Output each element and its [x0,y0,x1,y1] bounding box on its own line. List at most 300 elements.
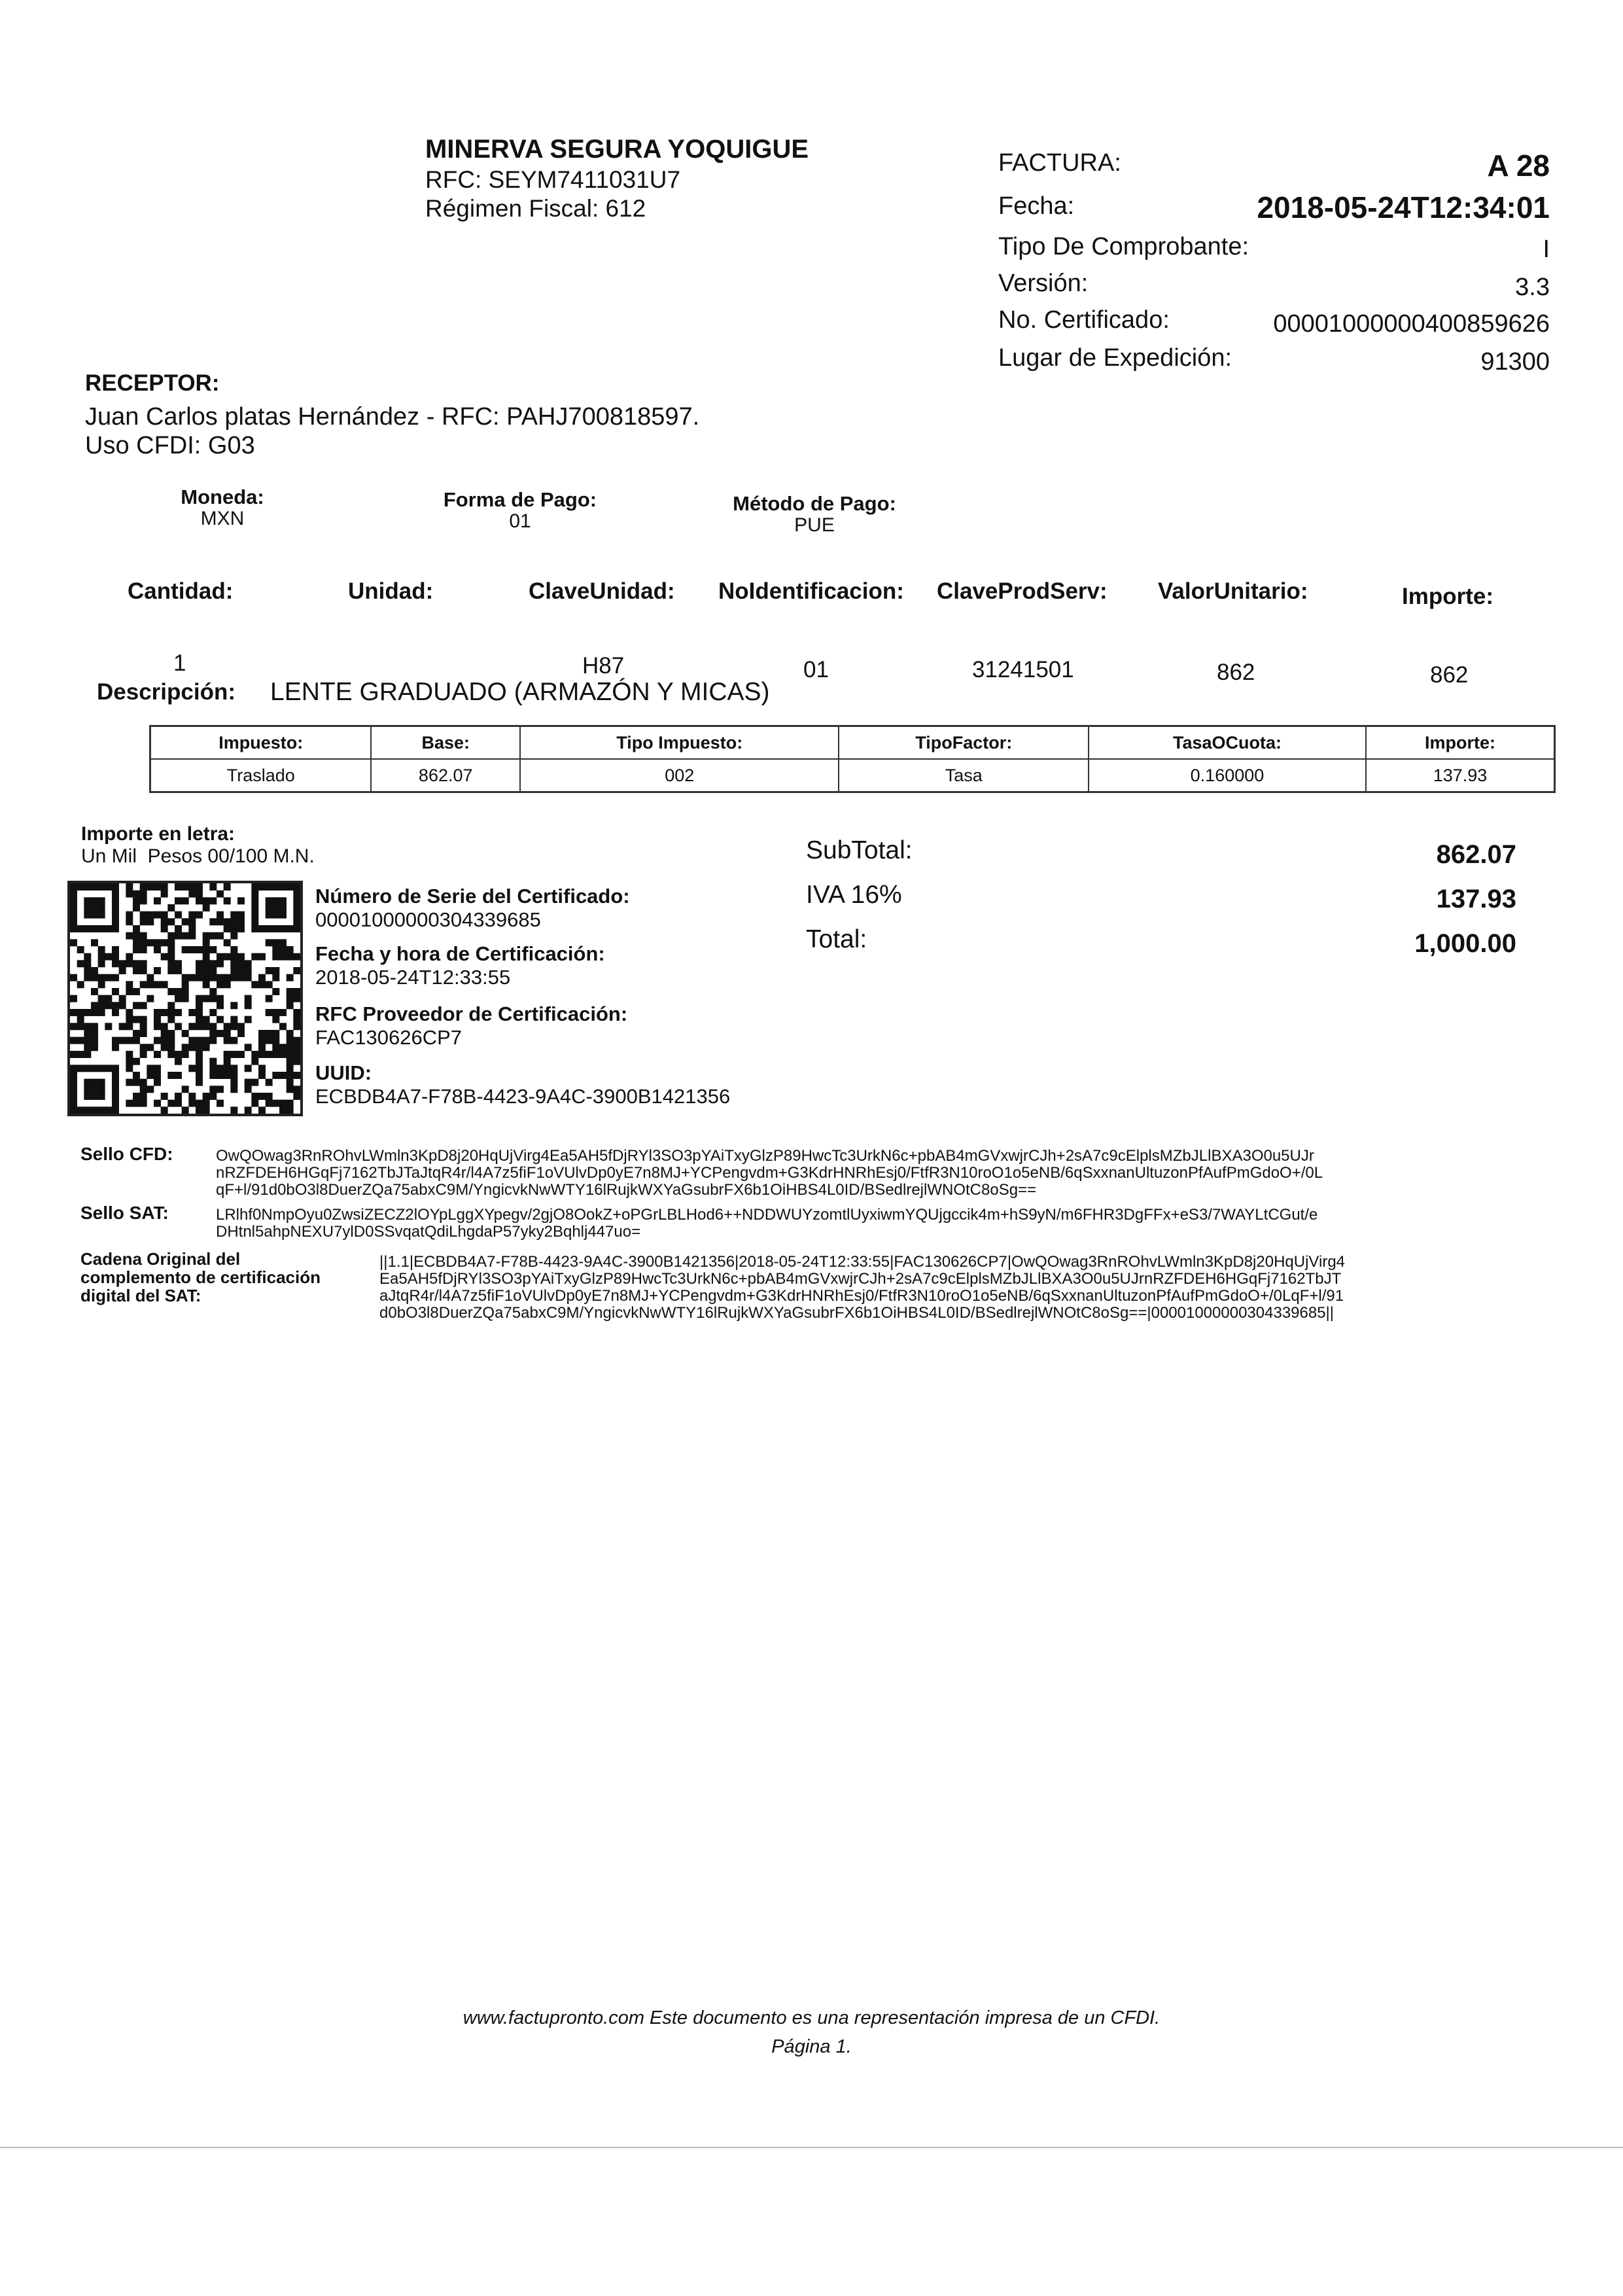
qr-module [224,939,231,946]
qr-module [272,967,279,974]
qr-module [258,974,266,981]
qr-module [133,932,140,940]
qr-module [133,1058,140,1065]
qr-module [140,1023,147,1030]
qr-module [175,995,182,1002]
qr-module [272,883,279,891]
qr-module [258,1030,266,1037]
qr-module [112,1009,119,1016]
qr-module [91,1093,98,1100]
header-valor-unitario: ValorUnitario: [1158,578,1308,604]
qr-module [119,967,126,974]
sello-cfd-line: OwQOwag3RnROhvLWmln3KpD8j20HqUjVirg4Ea5AH5fDjRYl3SO3pYAiTxyGlzP89HwcTc3UrkN6c+pbAB4mGVxwjrCJh+2sA7c9cElplsMZbJLlBXA3O0u5UJr [216,1147,1314,1165]
qr-module [84,1079,91,1086]
qr-module [188,1044,196,1051]
qr-module [272,988,279,995]
qr-module [91,897,98,904]
qr-module [217,1086,224,1093]
qr-module [209,988,217,995]
qr-module [230,1086,237,1093]
no-certificado-label: No. Certificado: [998,306,1170,334]
issuer-regimen: Régimen Fiscal: 612 [425,195,646,222]
qr-module [237,1030,245,1037]
qr-module [126,953,133,961]
qr-module [175,1051,182,1058]
qr-module [203,1106,210,1114]
cadena-label-line: Cadena Original del [80,1249,241,1269]
qr-module [266,967,273,974]
qr-module [147,1086,154,1093]
qr-module [287,925,294,932]
sello-sat-label: Sello SAT: [80,1203,169,1223]
cadena-label-line: complemento de certificación [80,1267,321,1287]
qr-module [175,988,182,995]
qr-module [70,1009,77,1016]
qr-module [188,918,196,925]
qr-module [287,995,294,1002]
qr-module [266,939,273,946]
qr-module [161,918,168,925]
qr-module [251,904,258,911]
qr-module [140,1030,147,1037]
qr-module [154,1023,161,1030]
qr-module [203,953,210,961]
qr-module [126,1051,133,1058]
qr-module [147,918,154,925]
qr-module [133,1100,140,1107]
qr-module [272,1100,279,1107]
qr-module [84,974,91,981]
tax-header-tipo-factor: TipoFactor: [839,726,1089,760]
forma-pago-label: Forma de Pago: [443,488,597,511]
qr-module [91,974,98,981]
qr-module [230,918,237,925]
moneda-label: Moneda: [181,486,264,508]
qr-module [209,897,217,904]
tax-table [149,725,1556,793]
qr-module [167,1002,175,1009]
qr-module [217,1072,224,1079]
qr-module [140,911,147,919]
qr-module [230,1051,237,1058]
qr-module [196,1065,203,1072]
qr-module [251,1051,258,1058]
qr-module [70,904,77,911]
qr-module [209,995,217,1002]
qr-module [293,995,300,1002]
qr-module [91,1030,98,1037]
qr-module [140,1016,147,1023]
qr-module [196,891,203,898]
qr-module [245,960,252,967]
qr-module [140,1044,147,1051]
qr-module [209,883,217,891]
qr-module [224,1065,231,1072]
qr-module [188,1100,196,1107]
qr-module [224,897,231,904]
qr-module [161,1009,168,1016]
qr-module [167,1044,175,1051]
qr-module [279,1023,287,1030]
qr-module [70,925,77,932]
sello-sat-line: DHtnl5ahpNEXU7ylD0SSvqatQdiLhgdaP57yky2Bqhlj447uo= [216,1223,641,1241]
qr-module [272,1072,279,1079]
qr-module [140,1086,147,1093]
qr-module [161,953,168,961]
qr-module [98,897,105,904]
qr-module [188,911,196,919]
qr-module [140,960,147,967]
qr-module [258,925,266,932]
qr-module [126,981,133,988]
qr-module [70,1023,77,1030]
qr-module [133,897,140,904]
qr-module [105,974,112,981]
qr-module [293,1009,300,1016]
iva-value: 137.93 [1436,885,1516,913]
tax-header-importe: Importe: [1366,726,1555,760]
qr-module [147,995,154,1002]
qr-module [167,1051,175,1058]
cadena-original-value [379,1254,1557,1322]
qr-module [91,904,98,911]
qr-module [84,1093,91,1100]
qr-module [154,981,161,988]
qr-module [230,1106,237,1114]
qr-module [133,1079,140,1086]
qr-module [175,1072,182,1079]
qr-module [209,1072,217,1079]
fecha-label: Fecha: [998,192,1075,220]
qr-module [105,925,112,932]
qr-module [154,946,161,953]
qr-module [287,1002,294,1009]
qr-module [258,883,266,891]
qr-module [98,1093,105,1100]
qr-module [140,891,147,898]
tax-header-tasa-cuota: TasaOCuota: [1089,726,1366,760]
qr-module [196,1100,203,1107]
qr-module [147,939,154,946]
qr-module [182,1044,189,1051]
qr-module [77,1051,84,1058]
qr-module [196,1002,203,1009]
tax-table-header [150,726,1555,760]
footer-page-number: Página 1. [771,2036,852,2057]
qr-module [147,1072,154,1079]
qr-module [287,1086,294,1093]
qr-module [272,953,279,961]
qr-module [91,939,98,946]
tax-header-tipo-impuesto: Tipo Impuesto: [520,726,839,760]
qr-module [84,953,91,961]
qr-module [98,974,105,981]
qr-module [203,1093,210,1100]
qr-module [98,1106,105,1114]
qr-module [77,981,84,988]
qr-module [209,960,217,967]
qr-module [133,891,140,898]
qr-module [272,946,279,953]
qr-module [209,967,217,974]
qr-module [161,1030,168,1037]
qr-module [91,911,98,919]
iva-label: IVA 16% [806,881,902,909]
qr-module [230,960,237,967]
qr-module [287,1100,294,1107]
qr-module [77,1065,84,1072]
qr-module [91,1009,98,1016]
qr-module [230,1072,237,1079]
qr-module [77,1009,84,1016]
qr-module [293,891,300,898]
qr-module [77,946,84,953]
qr-module [84,904,91,911]
qr-module [237,1051,245,1058]
qr-module [70,1079,77,1086]
qr-module [258,981,266,988]
qr-module [203,1016,210,1023]
qr-module [279,911,287,919]
qr-module [105,953,112,961]
qr-module [196,1023,203,1030]
fecha-value: 2018-05-24T12:34:01 [1257,190,1550,224]
qr-module [161,883,168,891]
qr-module [182,946,189,953]
tax-header-impuesto: Impuesto: [150,726,372,760]
qr-module [279,953,287,961]
sello-cfd-label: Sello CFD: [80,1144,173,1164]
qr-module [293,953,300,961]
qr-module [279,1009,287,1016]
qr-module [266,1051,273,1058]
qr-module [224,981,231,988]
footer-disclaimer: www.factupronto.com Este documento es una representación impresa de un CFDI. [462,2007,1161,2028]
qr-module [287,974,294,981]
qr-module [175,1093,182,1100]
qr-module [209,1009,217,1016]
header-clave-unidad: ClaveUnidad: [529,578,675,604]
qr-module [279,1051,287,1058]
qr-module [196,897,203,904]
qr-module [112,1065,119,1072]
qr-module [237,925,245,932]
qr-module [133,960,140,967]
qr-module [266,897,273,904]
qr-module [140,1093,147,1100]
qr-module [209,946,217,953]
qr-module [154,1079,161,1086]
qr-module [154,1037,161,1044]
rfc-proveedor-value: FAC130626CP7 [315,1026,462,1049]
qr-module [279,925,287,932]
tax-tipo-factor: Tasa [839,759,1089,792]
sello-cfd-value [216,1148,1550,1199]
qr-module [217,918,224,925]
qr-module [161,939,168,946]
qr-module [140,932,147,940]
qr-module [91,1037,98,1044]
qr-module [175,1009,182,1016]
qr-module [293,1044,300,1051]
qr-module [175,932,182,940]
qr-module [154,1065,161,1072]
qr-module [84,1086,91,1093]
qr-module [196,1058,203,1065]
qr-module [203,960,210,967]
cadena-line: d0bO3l8DuerZQa75abxC9M/YngicvkNwWTY16lRujkWXYaGsubrFX6b1OiHBS4L0ID/BSedlrejlWNOtC8oSg==|00001000000304339685|| [379,1304,1335,1322]
qr-module [279,946,287,953]
qr-module [287,946,294,953]
factura-label: FACTURA: [998,149,1121,177]
qr-module [126,1023,133,1030]
qr-module [112,897,119,904]
qr-module [105,1065,112,1072]
qr-module [230,932,237,940]
header-clave-prod-serv: ClaveProdServ: [937,578,1108,604]
qr-module [167,946,175,953]
qr-module [272,911,279,919]
receptor-uso-cfdi: Uso CFDI: G03 [85,432,255,459]
qr-module [147,911,154,919]
qr-module [230,974,237,981]
qr-module [266,1079,273,1086]
qr-module [91,1002,98,1009]
qr-module [133,1030,140,1037]
factura-value: A 28 [1487,149,1550,183]
item-cantidad: 1 [173,650,186,676]
fecha-certificacion-value: 2018-05-24T12:33:55 [315,966,511,989]
qr-module [217,974,224,981]
qr-module [91,883,98,891]
qr-module [251,925,258,932]
qr-module [140,967,147,974]
qr-module [133,939,140,946]
qr-module [245,1065,252,1072]
qr-module [196,1106,203,1114]
qr-module [209,1086,217,1093]
qr-module [119,995,126,1002]
qr-module [112,883,119,891]
lugar-expedicion-value: 91300 [1480,348,1550,376]
qr-module [217,953,224,961]
qr-module [293,1086,300,1093]
qr-module [188,1065,196,1072]
qr-module [77,1037,84,1044]
qr-module [182,918,189,925]
qr-module [105,1106,112,1114]
qr-module [119,1037,126,1044]
qr-module [245,1016,252,1023]
qr-module [154,1016,161,1023]
qr-module [217,932,224,940]
qr-module [203,981,210,988]
qr-module [217,1100,224,1107]
qr-module [84,883,91,891]
total-value: 1,000.00 [1414,929,1516,958]
metodo-pago-label: Método de Pago: [733,492,896,515]
qr-module [224,974,231,981]
qr-module [133,1016,140,1023]
qr-module [140,918,147,925]
qr-module [98,1079,105,1086]
qr-module [175,1100,182,1107]
qr-module [84,925,91,932]
qr-module [167,1009,175,1016]
qr-module [293,1093,300,1100]
qr-module [203,904,210,911]
qr-module [112,1093,119,1100]
qr-module [224,883,231,891]
qr-module [287,1065,294,1072]
qr-module [98,911,105,919]
qr-module [287,1037,294,1044]
serie-certificado-label: Número de Serie del Certificado: [315,885,630,908]
total-label: Total: [806,925,867,953]
qr-module [230,925,237,932]
qr-module [147,883,154,891]
qr-module [279,939,287,946]
item-no-identificacion: 01 [803,657,829,682]
qr-module [182,1030,189,1037]
qr-module [133,1093,140,1100]
qr-module [154,883,161,891]
qr-module [266,1009,273,1016]
qr-module [251,891,258,898]
issuer-rfc: RFC: SEYM7411031U7 [425,166,681,193]
version-label: Versión: [998,270,1089,297]
qr-module [147,1065,154,1072]
qr-module [91,1044,98,1051]
version-value: 3.3 [1515,274,1550,301]
qr-module [98,960,105,967]
lugar-expedicion-label: Lugar de Expedición: [998,344,1232,372]
qr-module [70,1072,77,1079]
qr-module [126,1065,133,1072]
qr-module [188,891,196,898]
qr-module [126,1079,133,1086]
qr-module [258,1051,266,1058]
qr-module [98,995,105,1002]
qr-module [133,925,140,932]
qr-module [84,1065,91,1072]
metodo-pago-value: PUE [794,514,835,536]
qr-module [203,932,210,940]
qr-module [161,1044,168,1051]
qr-module [105,995,112,1002]
qr-module [126,1009,133,1016]
qr-module [196,1016,203,1023]
cadena-line: Ea5AH5fDjRYl3SO3pYAiTxyGlzP89HwcTc3UrkN6c+pbAB4mGVxwjrCJh+2sA7c9cElplsMZbJLlBXA3O0u5UJrnRZFDEH6HGqFj7162TbJT [379,1270,1342,1288]
qr-module [272,1030,279,1037]
qr-module [196,960,203,967]
qr-module [293,911,300,919]
qr-module [182,974,189,981]
qr-code [67,881,303,1116]
qr-module [272,897,279,904]
qr-module [258,953,266,961]
qr-module [196,995,203,1002]
qr-module [167,904,175,911]
header-unidad: Unidad: [348,578,434,604]
qr-module [287,1072,294,1079]
qr-module [154,1072,161,1079]
moneda-value: MXN [200,508,245,529]
qr-module [91,925,98,932]
qr-module [167,988,175,995]
qr-module [258,1072,266,1079]
qr-module [279,1072,287,1079]
